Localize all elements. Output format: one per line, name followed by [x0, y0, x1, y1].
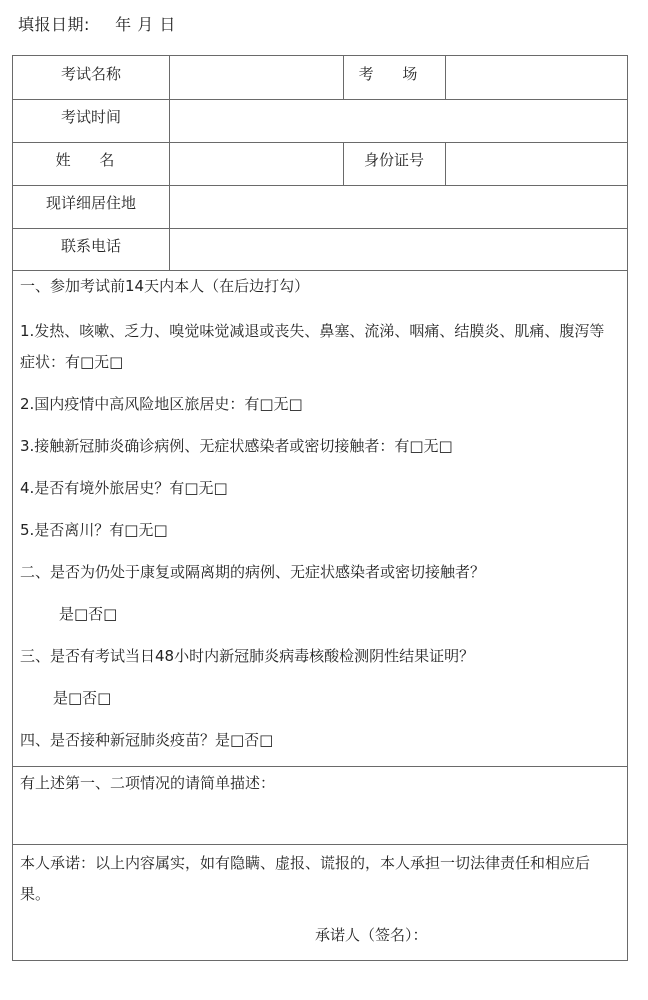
- exam-time-field[interactable]: [170, 99, 628, 142]
- exam-name-label: 考试名称: [60, 64, 121, 83]
- address-label: 现详细居住地: [45, 193, 136, 212]
- question-3[interactable]: 3.接触新冠肺炎确诊病例、无症状感染者或密切接触者：有□无□: [20, 437, 453, 455]
- signature-label: 承诺人（签名）：: [315, 926, 428, 944]
- exam-time-label: 考试时间: [60, 107, 121, 126]
- name-field[interactable]: [170, 142, 343, 185]
- id-number-field[interactable]: [446, 142, 628, 185]
- health-declaration-form: [12, 55, 628, 961]
- section-2-title: 二、是否为仍处于康复或隔离期的病例、无症状感染者或密切接触者？: [20, 563, 486, 581]
- row-divider: [13, 844, 627, 845]
- row-divider: [13, 766, 627, 767]
- fill-date-label: 填报日期:: [18, 15, 90, 34]
- section-1-title: 一、参加考试前14天内本人（在后边打勾）: [20, 277, 310, 295]
- section-3-title: 三、是否有考试当日48小时内新冠肺炎病毒核酸检测阴性结果证明？: [20, 647, 475, 665]
- description-label: 有上述第一、二项情况的请简单描述：: [20, 774, 276, 792]
- section-3-answer[interactable]: 是□否□: [53, 689, 112, 707]
- row-divider: [13, 270, 627, 271]
- name-label: 姓 名: [55, 150, 127, 169]
- day-label: 日: [159, 15, 176, 34]
- venue-field[interactable]: [446, 56, 628, 99]
- question-4[interactable]: 4.是否有境外旅居史？有□无□: [20, 479, 228, 497]
- section-4-question[interactable]: 四、是否接种新冠肺炎疫苗？是□否□: [20, 731, 274, 749]
- question-1[interactable]: 1.发热、咳嗽、乏力、嗅觉味觉减退或丧失、鼻塞、流涕、咽痛、结膜炎、肌痛、腹泻等症状：有□无□: [20, 322, 605, 371]
- question-5[interactable]: 5.是否离川？有□无□: [20, 521, 168, 539]
- address-field[interactable]: [170, 185, 628, 228]
- id-number-label: 身份证号: [363, 150, 424, 169]
- section-2-answer[interactable]: 是□否□: [59, 605, 118, 623]
- phone-field[interactable]: [170, 228, 628, 270]
- month-label: 月: [137, 15, 154, 34]
- venue-label: 考 场: [358, 64, 430, 83]
- phone-label: 联系电话: [60, 236, 121, 255]
- exam-name-field[interactable]: [170, 56, 343, 99]
- year-label: 年: [115, 15, 132, 34]
- question-2[interactable]: 2.国内疫情中高风险地区旅居史：有□无□: [20, 395, 303, 413]
- fill-date-line: [18, 12, 176, 35]
- pledge-statement: 本人承诺：以上内容属实，如有隐瞒、虚报、谎报的，本人承担一切法律责任和相应后果。: [20, 854, 591, 903]
